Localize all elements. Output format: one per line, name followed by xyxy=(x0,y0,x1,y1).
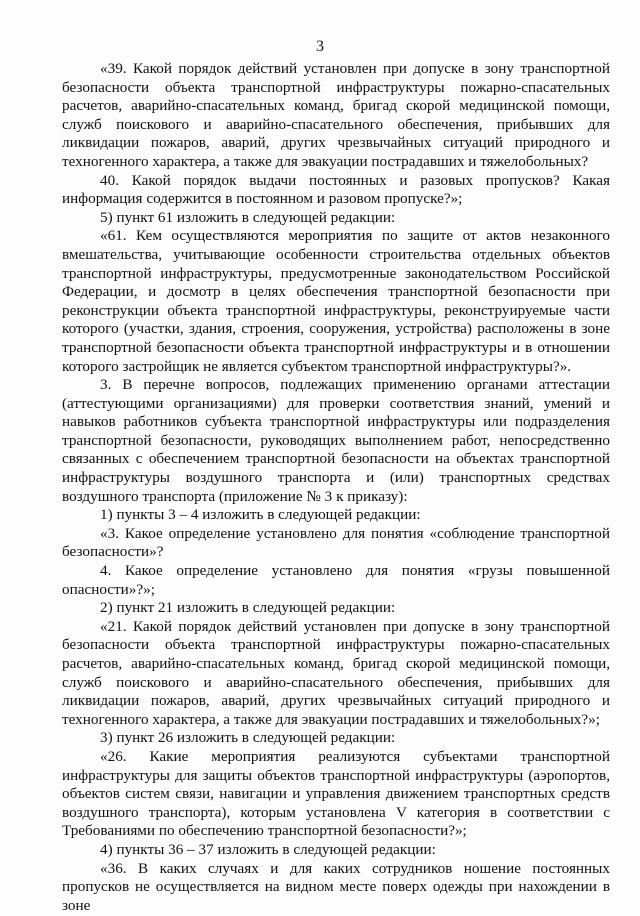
paragraph-item-40: 40. Какой порядок выдачи постоянных и разовых пропусков? Какая информация содержится в постоянном и разовом пропуске?»; xyxy=(62,171,610,208)
paragraph-item-39: «39. Какой порядок действий установлен при допуске в зону транспортной безопасности объекта транспортной инфраструктуры пожарно-спасательных расчетов, аварийно-спасательных команд, бригад скорой медицинской помощи, служб поискового и аварийно-спасательного обеспечения, прибывших для ликвидации пожаров, аварий, других чрезвычайных ситуаций природного и техногенного характера, а также для эвакуации пострадавших и тяжелобольных? xyxy=(62,60,610,170)
paragraph-amendment-3: 3) пункт 26 изложить в следующей редакции: xyxy=(100,729,396,747)
paragraph-item-36: «36. В каких случаях и для каких сотрудников ношение постоянных пропусков не осуществляется на видном месте поверх одежды при нахождении в зоне xyxy=(62,859,610,914)
paragraph-item-21: «21. Какой порядок действий установлен при допуске в зону транспортной безопасности объекта транспортной инфраструктуры пожарно-спасательных расчетов, аварийно-спасательных команд, бригад скорой медицинской помощи, служб поискового и аварийно-спасательного обеспечения, прибывших для ликвидации пожаров, аварий, других чрезвычайных ситуаций природного и техногенного характера, а также для эвакуации пострадавших и тяжелобольных?»; xyxy=(62,617,610,728)
paragraph-section-3: 3. В перечне вопросов, подлежащих применению органами аттестации (аттестующими организациями) для проверки соответствия знаний, умений и навыков работников субъекта транспортной инфраструктуры или подразделения транспортной безопасности, руководящих выполнением работ, непосредственно связанных с обеспечением транспортной безопасности на объектах транспортной инфраструктуры воздушного транспорта и (или) транспортных средствах воздушного транспорта (приложение № 3 к приказу): xyxy=(62,376,610,505)
paragraph-amendment-5: 5) пункт 61 изложить в следующей редакции: xyxy=(100,208,396,226)
paragraph-amendment-1: 1) пункты 3 – 4 изложить в следующей редакции: xyxy=(100,506,421,524)
document-body xyxy=(62,60,610,915)
paragraph-amendment-2: 2) пункт 21 изложить в следующей редакции: xyxy=(100,599,396,617)
paragraph-item-4: 4. Какое определение установлено для понятия «грузы повышенной опасности»?»; xyxy=(62,562,610,598)
paragraph-item-3: «3. Какое определение установлено для понятия «соблюдение транспортной безопасности»? xyxy=(62,524,610,561)
paragraph-amendment-4: 4) пункты 36 – 37 изложить в следующей редакции: xyxy=(100,840,436,858)
paragraph-item-61: «61. Кем осуществляются мероприятия по защите от актов незаконного вмешательства, учитывающие особенности строительства отдельных объектов транспортной инфраструктуры, предусмотренные законодательством Российской Федерации, и досмотр в целях обеспечения транспортной безопасности при реконструкции объекта транспортной инфраструктуры, реконструируемые части которого (участки, здания, строения, сооружения, устройства) расположены в зоне транспортной безопасности объекта транспортной инфраструктуры и в отношении которого застройщик не является субъектом транспортной инфраструктуры?». xyxy=(62,227,610,375)
page-number: 3 xyxy=(316,38,324,55)
paragraph-item-26: «26. Какие мероприятия реализуются субъектами транспортной инфраструктуры для защиты объектов транспортной инфраструктуры (аэропортов, объектов систем связи, навигации и управления движением транспортных средств воздушного транспорта), которым установлена V категория в соответствии с Требованиями по обеспечению транспортной безопасности?»; xyxy=(62,747,610,840)
